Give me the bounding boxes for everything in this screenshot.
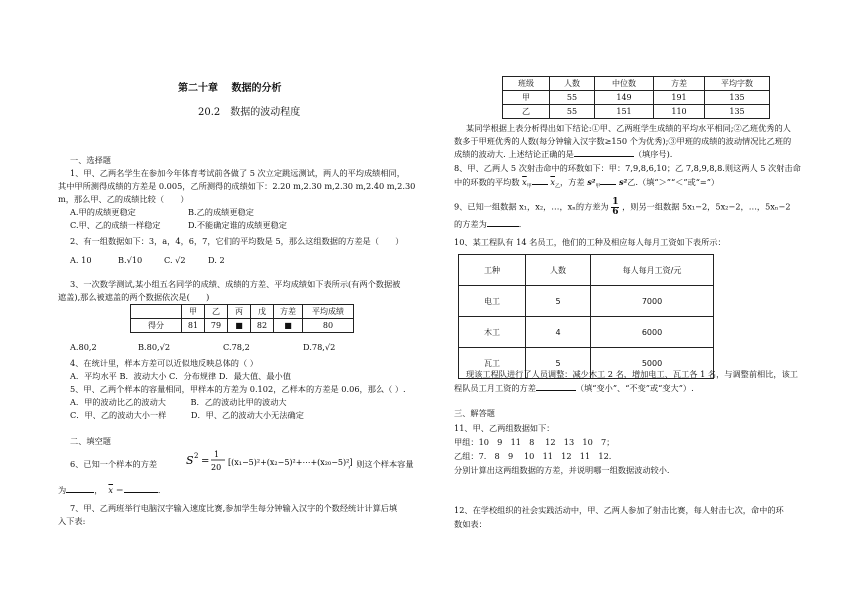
table-cell: 工种 — [459, 255, 526, 286]
table-cell: 电工 — [459, 286, 526, 317]
table-cell: 191 — [654, 91, 705, 105]
table-cell: 甲 — [503, 91, 550, 105]
q11-group-yi: 乙组：7. 8 9 10 11 12 11 12. — [454, 451, 612, 461]
section-answer-heading: 三、解答题 — [454, 408, 495, 418]
q12-line1: 12、在学校组织的社会实践活动中，甲、乙两人参加了射击比赛，每人射击七次，命中的环 — [454, 505, 784, 515]
table-cell: 乙 — [503, 105, 550, 119]
svg-text:1: 1 — [214, 450, 220, 459]
q3-option-d: D.78,√2 — [303, 342, 336, 352]
s-squared-jia: s² — [587, 177, 596, 187]
table-cell: 55 — [550, 91, 595, 105]
q8-blank-mean[interactable] — [532, 184, 548, 185]
q7-line2: 入下表: — [58, 516, 86, 526]
q6-blank-mean[interactable] — [124, 492, 158, 493]
s-squared-yi: s² — [619, 177, 628, 187]
q6-label-b: ， — [94, 485, 103, 495]
svg-text:S: S — [186, 454, 194, 467]
q3-option-b: B.80,√2 — [138, 342, 171, 352]
table-cell: 55 — [550, 105, 595, 119]
q3-option-c: C.78,2 — [223, 342, 250, 352]
q4-line: 4、在统计里，样本方差可以近似地反映总体的（ ） — [70, 358, 258, 368]
table-cell: ■ — [274, 319, 303, 333]
q11-instruction: 分别计算出这两组数据的方差，并说明哪一组数据波动较小. — [454, 465, 670, 475]
table-cell: 班级 — [503, 77, 550, 91]
q1-line1: 1、甲、乙两名学生在参加今年体育考试前各做了 5 次立定跳远测试，两人的平均成绩相同， — [70, 168, 405, 178]
q3-line1: 3、一次数学测试,某小组五名同学的成绩、成绩的方差、平均成绩如下表所示(有两个数据被 — [70, 279, 401, 289]
q9-denominator: 6 — [612, 207, 619, 217]
typing-table-header — [503, 77, 770, 91]
q8-text-b: ，方差 — [560, 177, 585, 187]
typing-table-row — [503, 91, 770, 105]
q8-line1: 8、甲、乙两人 5 次射击命中的环数如下：甲：7,9,8,6,10；乙 7,8,9,8,8.则这两人 5 次射击命 — [454, 163, 801, 173]
wage-table-header — [459, 255, 714, 286]
q6-blank-count[interactable] — [66, 492, 94, 493]
table-cell: ■ — [228, 319, 251, 333]
table-cell: 135 — [705, 105, 770, 119]
wage-table — [458, 254, 714, 379]
q2-option-d: D. 2 — [208, 255, 225, 265]
table-cell: 135 — [705, 91, 770, 105]
x-bar-symbol: $\overline{x}$ — [108, 485, 114, 495]
q5-options-1: A．甲的波动比乙的波动大 B．乙的波动比甲的波动大 — [70, 397, 287, 407]
q3-line2: 遮盖),那么被遮盖的两个数据依次是( ) — [58, 292, 210, 302]
q10-change-1: 现该工程队进行了人员调整：减少木工 2 名，增加电工、瓦工各 1 名，与调整前相比，该工 — [466, 369, 798, 379]
table-cell — [131, 305, 182, 319]
q9-fraction — [611, 198, 619, 217]
q6-label-a: 为 — [58, 485, 67, 495]
table-cell: 81 — [182, 319, 205, 333]
q9-numerator: 1 — [612, 197, 619, 207]
svg-text:[(x₁−5)²+(x₂−5)²+⋯+(x₂₀−5)²]: [(x₁−5)²+(x₂−5)²+⋯+(x₂₀−5)²] — [228, 458, 353, 467]
q9-line1 — [454, 198, 791, 217]
q9-text-d: ． — [518, 219, 527, 229]
q8-text-c: 乙.（填“＞”“＜”或“=”） — [627, 177, 720, 187]
table-cell: 110 — [654, 105, 705, 119]
q9-line2 — [454, 218, 527, 231]
table-cell: 80 — [303, 319, 354, 333]
table-cell: 中位数 — [595, 77, 654, 91]
q2-option-c: C. √2 — [164, 255, 186, 265]
q9-text-b: ，则另一组数据 5x₁−2，5x₂−2，…，5xₙ−2 — [622, 201, 791, 212]
q9-text-c: 的方差为 — [454, 219, 487, 229]
q4-options: A．平均水平 B．波动大小 C．分布规律 D．最大值、最小值 — [70, 371, 291, 381]
wage-table-row — [459, 317, 714, 348]
q6-label-c: ＝ — [113, 485, 124, 495]
q12-line2: 数如表： — [454, 519, 487, 529]
q7-conclusion-2: 数多于甲班优秀的人数(每分钟输入汉字数≥150 个为优秀);③甲班的成绩的波动情况比乙班的 — [454, 136, 792, 146]
q6-label-d: ． — [157, 485, 167, 495]
q3-score-table — [130, 304, 354, 333]
q3-table-row — [131, 319, 354, 333]
q2-option-a: A. 10 — [70, 255, 92, 265]
table-cell: 7000 — [591, 286, 714, 317]
q1-option-b: B.乙的成绩更稳定 — [188, 207, 254, 217]
q11-group-jia: 甲组：10 9 11 8 12 13 10 7； — [454, 437, 615, 447]
table-cell: 6000 — [591, 317, 714, 348]
q10-text-b: （填“变小”、“不变”或“变大”）. — [575, 383, 694, 393]
q8-text-a: 中的环数的平均数 — [454, 177, 520, 187]
q5-line: 5、甲、乙两个样本的容量相同，甲样本的方差为 0.102，乙样本的方差是 0.06，那么（ ）. — [70, 384, 406, 394]
table-cell: 甲 — [182, 305, 205, 319]
table-cell: 每人每月工资/元 — [591, 255, 714, 286]
svg-text:2: 2 — [194, 452, 199, 460]
x-bar-jia: $\overline{x}$ — [522, 177, 527, 187]
table-cell: 瓦工 — [459, 348, 526, 379]
q1-line2: 其中甲所测得成绩的方差是 0.005，乙所测得的成绩如下：2.20 m,2.30 m,2.30 m,2.40 m,2.30 — [58, 181, 416, 191]
q3-table-header — [131, 305, 354, 319]
table-cell: 丙 — [228, 305, 251, 319]
section-title: 20.2 数据的波动程度 — [198, 107, 301, 118]
q9-blank[interactable] — [487, 226, 519, 227]
table-cell: 82 — [251, 319, 274, 333]
svg-text:20: 20 — [211, 463, 222, 472]
q10-line1: 10、某工程队有 14 名员工，他们的工种及相应每人每月工资如下表所示： — [454, 237, 726, 247]
table-cell: 4 — [526, 317, 591, 348]
table-cell: 人数 — [550, 77, 595, 91]
table-cell: 人数 — [526, 255, 591, 286]
q8-blank-variance[interactable] — [600, 184, 616, 185]
q7-line1: 7、甲、乙两班举行电脑汉字输入速度比赛,参加学生每分钟输入汉字的个数经统计计算后填 — [70, 503, 398, 513]
section-fill-heading: 二、填空题 — [70, 436, 111, 446]
table-cell: 5 — [526, 348, 591, 379]
table-cell: 149 — [595, 91, 654, 105]
q1-option-d: D.不能确定谁的成绩更稳定 — [188, 220, 287, 230]
svg-text:=: = — [201, 456, 210, 467]
x-bar-yi: $\overline{x}$ — [550, 177, 555, 187]
wage-table-row — [459, 286, 714, 317]
q10-blank[interactable] — [536, 390, 576, 391]
table-cell: 5 — [526, 286, 591, 317]
chapter-title: 第二十章 数据的分析 — [178, 83, 282, 94]
q1-option-a: A.甲的成绩更稳定 — [70, 207, 136, 217]
table-cell: 79 — [205, 319, 228, 333]
q9-text-a: 9、已知一组数据 x₁，x₂，…，xₙ的方差为 — [454, 201, 609, 212]
table-cell: 151 — [595, 105, 654, 119]
typing-speed-table — [502, 76, 770, 119]
q2-option-b: B.√10 — [118, 255, 143, 265]
q6-suffix: ，则这个样本容量 — [348, 459, 414, 469]
q7-c3-text: 成绩的波动大. 上述结论正确的是 — [454, 149, 574, 159]
q1-option-c: C.甲、乙的成绩一样稳定 — [70, 220, 161, 230]
q11-line1: 11、甲、乙两组数据如下： — [454, 423, 555, 433]
q8-line2: 中的环数的平均数 $\overline{x}_甲$ $\overline{x}_乙$，方差 $s^2_甲$ s²乙.（填“＞”“＜”或“=”） — [454, 177, 720, 190]
q7-blank[interactable] — [574, 156, 634, 157]
q6-line2 — [58, 484, 166, 497]
table-cell: 5000 — [591, 348, 714, 379]
table-cell: 方差 — [274, 305, 303, 319]
q1-line3: m，那么甲、乙的成绩比较（ ） — [58, 194, 189, 204]
q7-conclusion-1: 某同学根据上表分析得出如下结论:①甲、乙两班学生成绩的平均水平相同;②乙班优秀的人 — [466, 123, 791, 133]
table-cell: 平均字数 — [705, 77, 770, 91]
q7-conclusion-3 — [454, 148, 672, 161]
q10-text-a: 程队员工月工资的方差 — [454, 383, 536, 393]
table-cell: 木工 — [459, 317, 526, 348]
typing-table-row — [503, 105, 770, 119]
section-choice-heading: 一、选择题 — [70, 155, 111, 165]
q2-line: 2、有一组数据如下：3，a，4，6，7，它们的平均数是 5，那么这组数据的方差是（ ） — [70, 236, 404, 246]
q7-c3-tail: （填序号). — [633, 149, 673, 159]
q5-options-2: C．甲、乙的波动大小一样 D．甲、乙的波动大小无法确定 — [70, 410, 304, 420]
q10-change-2 — [454, 382, 694, 395]
table-cell: 得分 — [131, 319, 182, 333]
table-cell: 方差 — [654, 77, 705, 91]
table-cell: 平均成绩 — [303, 305, 354, 319]
table-cell: 乙 — [205, 305, 228, 319]
table-cell: 戊 — [251, 305, 274, 319]
q3-option-a: A.80,2 — [70, 342, 97, 352]
q6-prefix: 6、已知一个样本的方差 — [70, 459, 158, 469]
